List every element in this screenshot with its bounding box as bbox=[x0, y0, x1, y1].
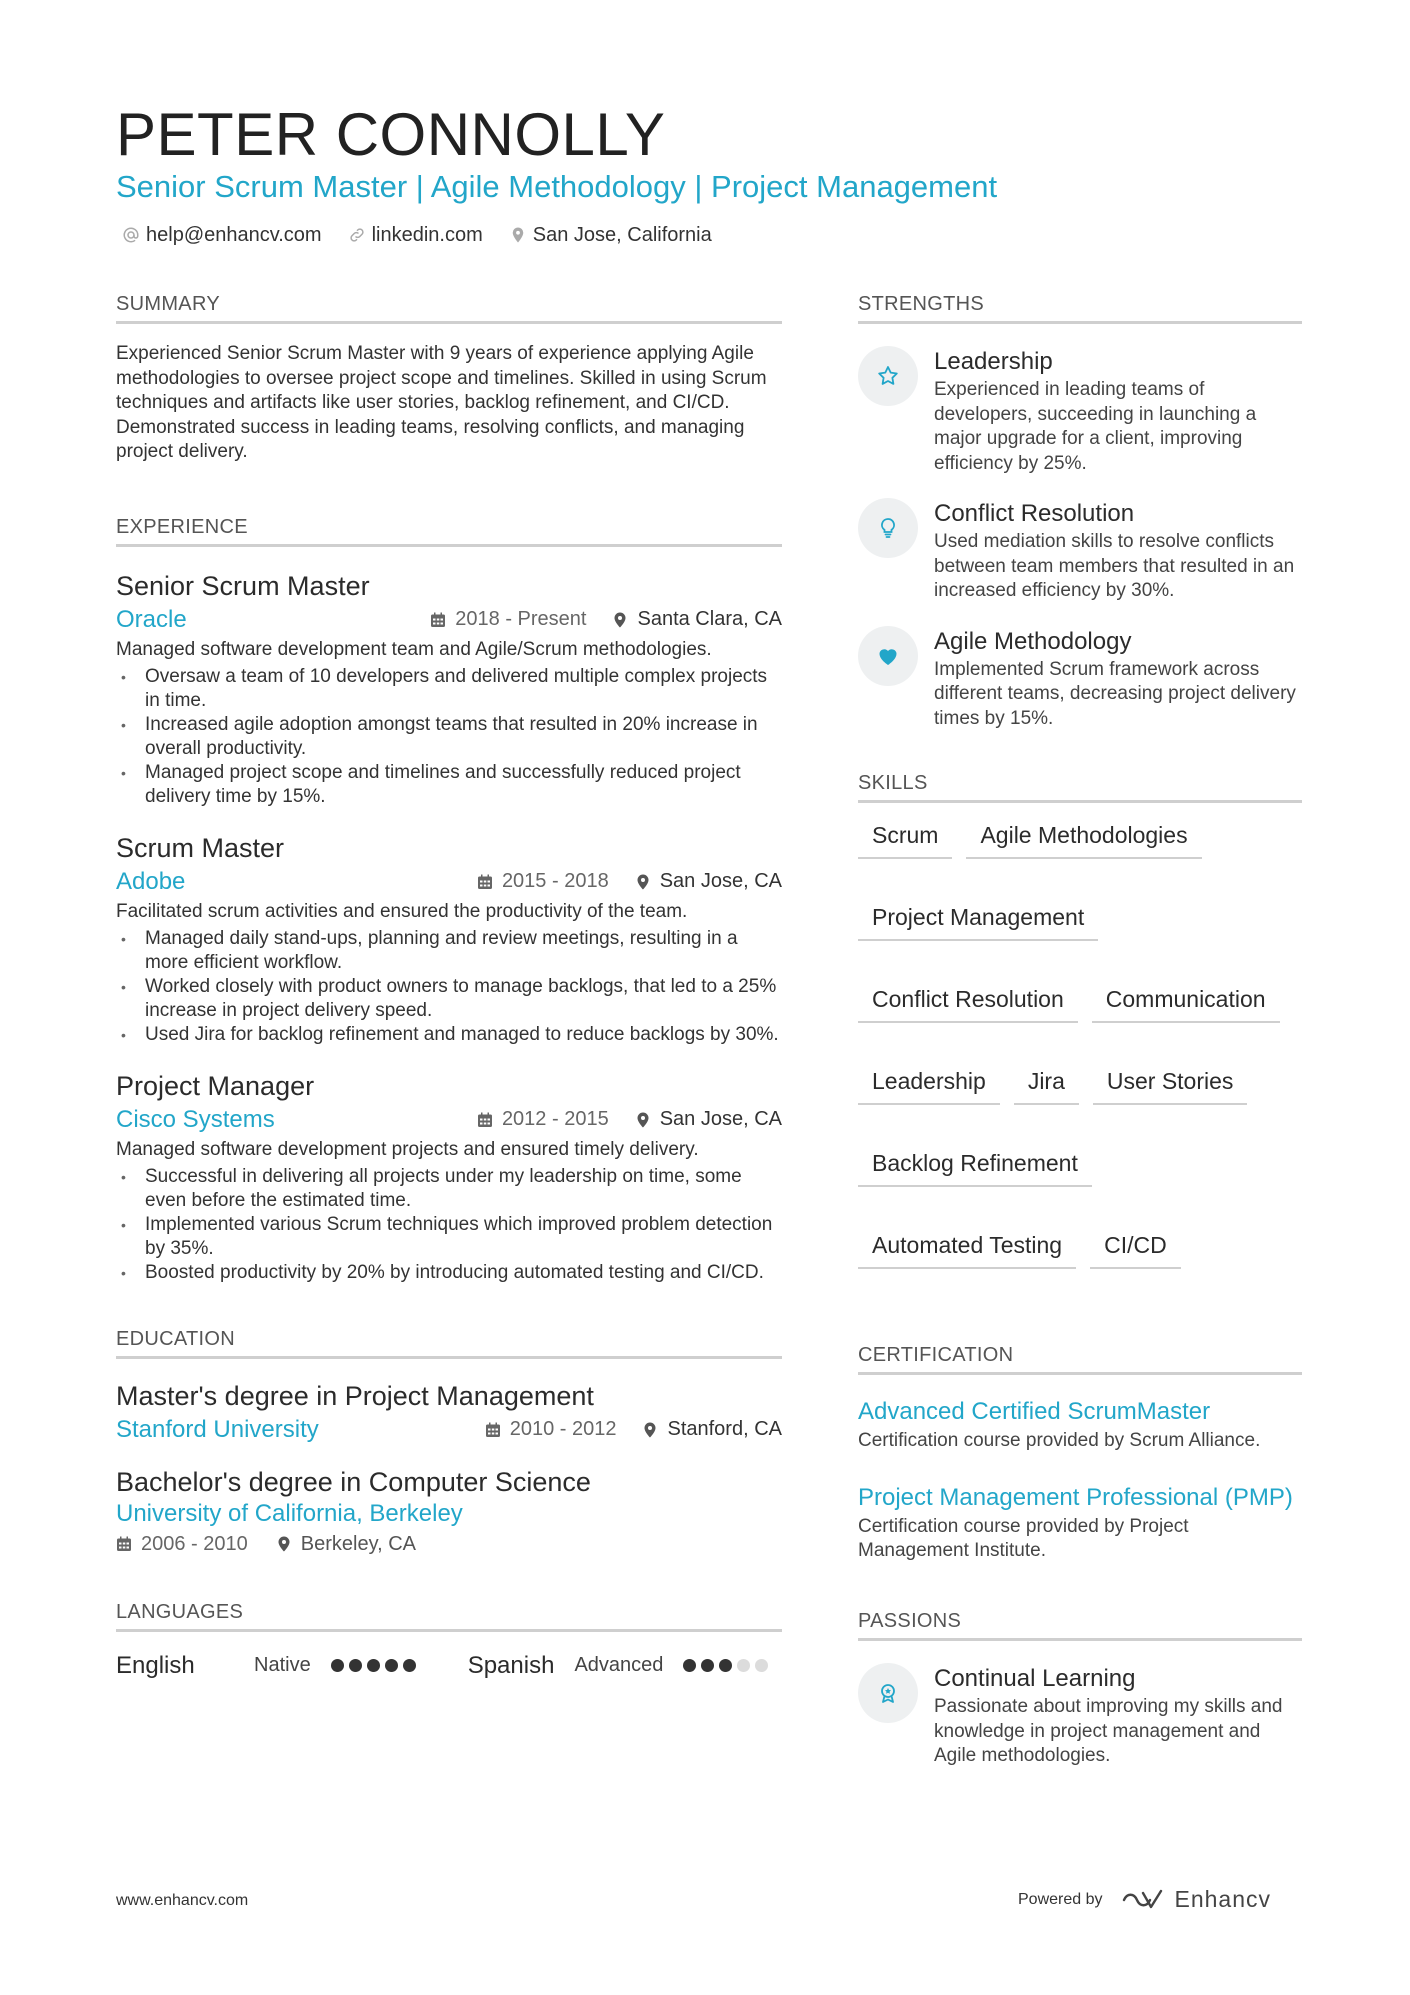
contact-email[interactable] bbox=[122, 222, 322, 248]
map-pin-icon bbox=[642, 1422, 658, 1438]
passions-title: PASSIONS bbox=[858, 1609, 1302, 1641]
strength-description: Experienced in leading teams of developers, succeeding in launching a major upgrade for a client, improving efficiency by 25%. bbox=[934, 379, 1257, 474]
rating-dot bbox=[719, 1659, 732, 1672]
skill-tag: Scrum bbox=[858, 821, 952, 859]
job-location: Santa Clara, CA bbox=[637, 608, 782, 630]
education-location: Stanford, CA bbox=[667, 1418, 782, 1440]
calendar-icon bbox=[477, 874, 493, 890]
skill-tag: Project Management bbox=[858, 903, 1098, 941]
education-entry bbox=[116, 1379, 782, 1445]
certification-title: CERTIFICATION bbox=[858, 1343, 1302, 1375]
experience-section bbox=[116, 515, 782, 1285]
skill-tag: Automated Testing bbox=[858, 1231, 1076, 1269]
map-pin-icon bbox=[509, 226, 527, 244]
rating-dot bbox=[701, 1659, 714, 1672]
languages-section bbox=[116, 1600, 782, 1680]
skill-tag: Backlog Refinement bbox=[858, 1149, 1092, 1187]
languages-row bbox=[116, 1652, 782, 1680]
certification-section bbox=[858, 1343, 1302, 1563]
job-bullets bbox=[116, 665, 782, 809]
strength-description: Implemented Scrum framework across different teams, decreasing project delivery times by 15%. bbox=[934, 658, 1296, 729]
candidate-headline: Senior Scrum Master | Agile Methodology | Project Management bbox=[116, 169, 998, 204]
contact-location-text: San Jose, California bbox=[532, 224, 712, 246]
skills-section bbox=[858, 771, 1302, 1269]
strengths-title: STRENGTHS bbox=[858, 292, 1302, 324]
passion-description: Passionate about improving my skills and knowledge in project management and Agile methodologies. bbox=[934, 1696, 1283, 1766]
language-entry bbox=[116, 1652, 416, 1680]
job-title: Project Manager bbox=[116, 1070, 315, 1101]
skill-tag: Conflict Resolution bbox=[858, 985, 1078, 1023]
language-level: Advanced bbox=[574, 1654, 664, 1676]
company-name: Cisco Systems bbox=[116, 1105, 275, 1133]
company-name: Oracle bbox=[116, 605, 187, 633]
summary-text: Experienced Senior Scrum Master with 9 years of experience applying Agile methodologies to oversee project scope and timelines. Skilled in using Scrum techniques and artifacts like user stories, backlog refinement, and CI/CD. Demonstrated success in leading teams, resolving conflicts, and managing project delivery. bbox=[116, 343, 767, 462]
job-bullet: • Increased agile adoption amongst teams that resulted in 20% increase in overall productivity. bbox=[116, 713, 782, 761]
job-bullet: • Successful in delivering all projects under my leadership on time, some even before the estimated time. bbox=[116, 1165, 782, 1213]
contact-linkedin-text: linkedin.com bbox=[371, 224, 483, 246]
job-bullet: • Boosted productivity by 20% by introducing automated testing and CI/CD. bbox=[116, 1261, 782, 1285]
job-location: San Jose, CA bbox=[659, 1108, 782, 1130]
rating-dot bbox=[683, 1659, 696, 1672]
experience-title: EXPERIENCE bbox=[116, 515, 782, 547]
skill-tag: CI/CD bbox=[1090, 1231, 1181, 1269]
education-location: Berkeley, CA bbox=[300, 1532, 416, 1555]
skill-tag: Leadership bbox=[858, 1067, 1000, 1105]
map-pin-icon bbox=[276, 1536, 292, 1552]
right-column bbox=[858, 292, 1302, 1769]
job-entry bbox=[116, 1069, 782, 1285]
passion-title: Continual Learning bbox=[934, 1665, 1136, 1692]
degree-title: Bachelor's degree in Computer Science bbox=[116, 1466, 591, 1497]
skills-title: SKILLS bbox=[858, 771, 1302, 803]
contact-row bbox=[122, 222, 712, 248]
rating-dot bbox=[385, 1659, 398, 1672]
job-dates: 2018 - Present bbox=[455, 608, 587, 630]
job-bullets bbox=[116, 1165, 782, 1285]
education-dates: 2006 - 2010 bbox=[141, 1532, 248, 1555]
passions-section bbox=[858, 1609, 1302, 1769]
enhancv-logo-icon bbox=[1121, 1888, 1167, 1912]
lightbulb-icon bbox=[876, 516, 900, 540]
at-icon bbox=[122, 226, 140, 244]
rating-dot bbox=[403, 1659, 416, 1672]
language-rating bbox=[331, 1659, 416, 1672]
rating-dot bbox=[737, 1659, 750, 1672]
strength-description: Used mediation skills to resolve conflicts between team members that resulted in an increased efficiency by 30%. bbox=[934, 531, 1295, 601]
map-pin-icon bbox=[635, 1112, 651, 1128]
contact-email-text: help@enhancv.com bbox=[146, 224, 322, 246]
strength-item bbox=[858, 498, 1302, 604]
strength-title: Agile Methodology bbox=[934, 627, 1132, 655]
languages-title: LANGUAGES bbox=[116, 1600, 782, 1632]
education-dates: 2010 - 2012 bbox=[509, 1418, 617, 1440]
contact-location bbox=[509, 222, 712, 248]
job-dates: 2012 - 2015 bbox=[501, 1108, 609, 1130]
calendar-icon bbox=[430, 612, 446, 628]
contact-linkedin[interactable] bbox=[348, 222, 483, 248]
certification-name: Advanced Certified ScrumMaster bbox=[858, 1398, 1211, 1425]
language-entry bbox=[468, 1652, 769, 1680]
footer-branding bbox=[1018, 1886, 1271, 1913]
job-description: Facilitated scrum activities and ensured the productivity of the team. bbox=[116, 900, 688, 922]
language-name: English bbox=[116, 1651, 195, 1679]
job-title: Scrum Master bbox=[116, 832, 285, 863]
link-icon bbox=[348, 226, 366, 244]
job-entry bbox=[116, 831, 782, 1047]
job-bullet: • Managed daily stand-ups, planning and review meetings, resulting in a more efficient workflow. bbox=[116, 927, 782, 975]
brand-logo[interactable] bbox=[1121, 1886, 1272, 1913]
skill-tag: Communication bbox=[1092, 985, 1280, 1023]
strength-title: Conflict Resolution bbox=[934, 500, 1135, 527]
degree-title: Master's degree in Project Management bbox=[116, 1380, 594, 1411]
strength-item bbox=[858, 346, 1302, 476]
education-section bbox=[116, 1327, 782, 1556]
education-entry bbox=[116, 1465, 782, 1556]
job-bullet: • Managed project scope and timelines and successfully reduced project delivery time by 15%. bbox=[116, 761, 782, 809]
job-bullets bbox=[116, 927, 782, 1047]
map-pin-icon bbox=[635, 874, 651, 890]
rating-dot bbox=[367, 1659, 380, 1672]
strength-title: Leadership bbox=[934, 348, 1053, 375]
job-bullet: • Worked closely with product owners to manage backlogs, that led to a 25% increase in project delivery speed. bbox=[116, 975, 782, 1023]
brand-name: Enhancv bbox=[1174, 1886, 1272, 1912]
calendar-icon bbox=[116, 1536, 132, 1552]
language-rating bbox=[683, 1659, 768, 1672]
school-name: Stanford University bbox=[116, 1415, 319, 1443]
company-name: Adobe bbox=[116, 867, 186, 895]
summary-title: SUMMARY bbox=[116, 292, 782, 324]
strength-item bbox=[858, 626, 1302, 732]
rating-dot bbox=[755, 1659, 768, 1672]
skill-tag: Agile Methodologies bbox=[966, 821, 1201, 859]
certification-item bbox=[858, 1483, 1302, 1563]
heart-icon bbox=[876, 644, 900, 668]
passion-item bbox=[858, 1663, 1302, 1769]
job-dates: 2015 - 2018 bbox=[501, 870, 609, 892]
job-bullet: • Used Jira for backlog refinement and managed to reduce backlogs by 30%. bbox=[116, 1023, 782, 1047]
job-bullet: • Implemented various Scrum techniques which improved problem detection by 35%. bbox=[116, 1213, 782, 1261]
left-column bbox=[116, 292, 782, 1680]
school-name: University of California, Berkeley bbox=[116, 1499, 463, 1527]
education-title: EDUCATION bbox=[116, 1327, 782, 1359]
star-icon bbox=[876, 364, 900, 388]
calendar-icon bbox=[477, 1112, 493, 1128]
language-level: Native bbox=[254, 1654, 311, 1676]
footer-website[interactable]: www.enhancv.com bbox=[116, 1892, 249, 1909]
strengths-section bbox=[858, 292, 1302, 731]
award-icon bbox=[876, 1681, 900, 1705]
powered-by-label: Powered by bbox=[1018, 1890, 1103, 1908]
job-entry bbox=[116, 569, 782, 809]
language-name: Spanish bbox=[467, 1651, 555, 1679]
map-pin-icon bbox=[612, 612, 628, 628]
skill-tag: User Stories bbox=[1093, 1067, 1248, 1105]
skill-tag: Jira bbox=[1014, 1067, 1079, 1105]
summary-section bbox=[116, 292, 782, 465]
job-description: Managed software development team and Agile/Scrum methodologies. bbox=[116, 638, 712, 660]
job-title: Senior Scrum Master bbox=[116, 570, 370, 601]
skills-list bbox=[858, 821, 1302, 1269]
job-bullet: • Oversaw a team of 10 developers and delivered multiple complex projects in time. bbox=[116, 665, 782, 713]
job-description: Managed software development projects and ensured timely delivery. bbox=[116, 1138, 699, 1160]
certification-name: Project Management Professional (PMP) bbox=[858, 1484, 1293, 1511]
candidate-name: PETER CONNOLLY bbox=[116, 101, 666, 168]
rating-dot bbox=[331, 1659, 344, 1672]
job-location: San Jose, CA bbox=[659, 870, 782, 892]
certification-description: Certification course provided by Scrum Alliance. bbox=[858, 1430, 1261, 1451]
certification-item bbox=[858, 1397, 1302, 1453]
rating-dot bbox=[349, 1659, 362, 1672]
certification-description: Certification course provided by Project Management Institute. bbox=[858, 1516, 1189, 1561]
calendar-icon bbox=[485, 1422, 501, 1438]
